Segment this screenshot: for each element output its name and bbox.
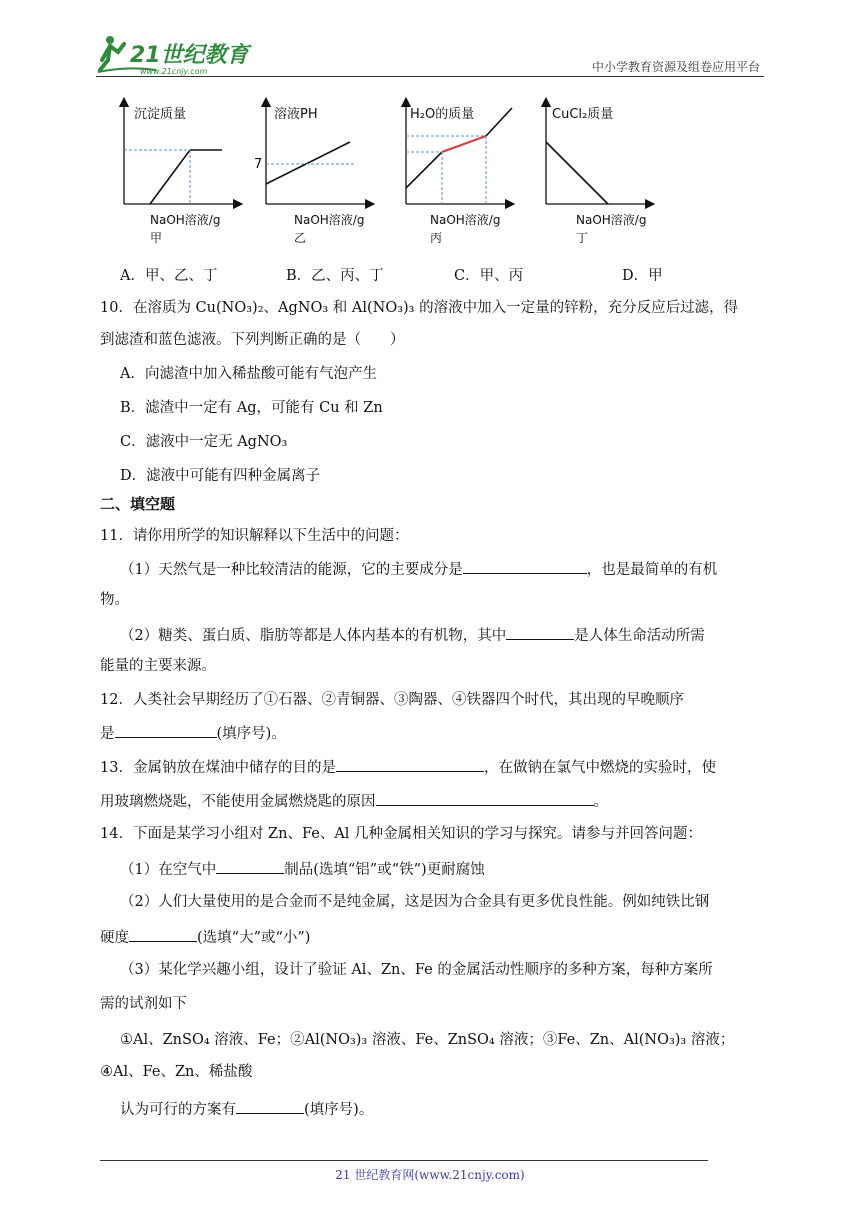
graph-jia-ylabel: 沉淀质量 — [134, 107, 187, 122]
q12-text-a: 是 — [100, 726, 115, 742]
q11-part2 — [120, 624, 705, 646]
q14-part3-cont: 需的试剂如下 — [100, 996, 187, 1012]
q14-part2: （2）人们大量使用的是合金而不是纯金属，这是因为合金具有更多优良性能。例如纯铁比钢 — [120, 894, 710, 910]
q11-p1-text-b: ，也是最简单的有机 — [586, 562, 718, 578]
header-divider — [96, 76, 764, 77]
q14-p1-text-b: 制品(选填“铝”或“铁”)更耐腐蚀 — [284, 862, 485, 878]
graph-bing — [406, 102, 512, 245]
graph-ding-xlabel: NaOH溶液/g — [576, 213, 647, 227]
footer-link[interactable]: 21 世纪教育网(www.21cnjy.com) — [335, 1168, 525, 1182]
q14-p2-text-b: 硬度 — [100, 930, 129, 946]
q10-option-a: A．向滤渣中加入稀盐酸可能有气泡产生 — [120, 366, 377, 382]
q11-p2-cont: 能量的主要来源。 — [100, 658, 216, 674]
graph-ding-ylabel: CuCl₂质量 — [552, 107, 614, 122]
q11-blank-2[interactable] — [506, 624, 574, 640]
q11-p1-text-a: （1）天然气是一种比较清洁的能源，它的主要成分是 — [120, 562, 463, 578]
q12-text-b: (填序号)。 — [216, 726, 286, 742]
q12-stem-1: 12．人类社会早期经历了①石器、②青铜器、③陶器、④铁器四个时代，其出现的早晚顺序 — [100, 692, 684, 708]
graph-jia-xlabel: NaOH溶液/g — [150, 213, 221, 227]
q14-p2-text-c: (选填“大”或“小”) — [197, 930, 311, 946]
q11-blank-1[interactable] — [463, 558, 587, 574]
section-title: 二、填空题 — [100, 495, 176, 513]
q10-option-c: C．滤液中一定无 AgNO₃ — [120, 434, 288, 450]
q13-text-b: ，在做钠在氯气中燃烧的实验时，使 — [483, 760, 716, 776]
q11-p2-text-b: 是人体生命活动所需 — [574, 628, 705, 644]
graph-jia-curve — [150, 150, 222, 204]
graph-bing-xlabel: NaOH溶液/g — [430, 213, 501, 227]
q14-stem: 14．下面是某学习小组对 Zn、Fe、Al 几种金属相关知识的学习与探究。请参与并回答问题： — [100, 826, 703, 842]
q14-schemes-1: ①Al、ZnSO₄ 溶液、Fe；②Al(NO₃)₃ 溶液、Fe、ZnSO₄ 溶液；③Fe、Zn、Al(NO₃)₃ 溶液； — [120, 1032, 735, 1048]
footer-divider — [100, 1160, 708, 1161]
graph-ding-curve — [546, 142, 608, 204]
q13-blank-2[interactable] — [376, 790, 594, 806]
graph-bing-curve-3 — [486, 108, 512, 136]
graph-bing-curve-2 — [442, 136, 486, 152]
q11-p2-text-a: （2）糖类、蛋白质、脂肪等都是人体内基本的有机物，其中 — [120, 628, 507, 644]
q13-text-c: 用玻璃燃烧匙，不能使用金属燃烧匙的原因 — [100, 794, 376, 810]
graphs-figure — [110, 96, 670, 252]
graph-yi-tag: 乙 — [294, 231, 307, 245]
q14-blank-3[interactable] — [236, 1098, 304, 1114]
q14-part1 — [120, 858, 485, 880]
graph-bing-curve-1 — [406, 152, 442, 188]
q14-blank-2[interactable] — [129, 926, 197, 942]
graph-yi-ylabel: 溶液PH — [274, 107, 318, 122]
logo-url: www.21cnjy.com — [140, 67, 208, 76]
q14-part3: （3）某化学兴趣小组，设计了验证 Al、Zn、Fe 的金属活动性顺序的多种方案，每种方案所 — [120, 962, 713, 978]
q14-blank-1[interactable] — [216, 858, 284, 874]
graph-bing-tag: 丙 — [430, 231, 443, 245]
q10-option-d: D．滤液中可能有四种金属离子 — [120, 468, 321, 484]
q14-final-text-a: 认为可行的方案有 — [120, 1102, 236, 1118]
q14-part2-cont — [100, 926, 310, 948]
q13-blank-1[interactable] — [336, 756, 484, 772]
q12-blank[interactable] — [115, 722, 217, 738]
q9-option-c: C．甲、丙 — [454, 268, 524, 284]
q12-stem-2 — [100, 722, 286, 744]
q10-option-b: B．滤渣中一定有 Ag，可能有 Cu 和 Zn — [120, 400, 383, 416]
graph-jia — [124, 102, 238, 245]
q13-stem-2 — [100, 790, 608, 812]
q14-final-text-b: (填序号)。 — [304, 1102, 374, 1118]
q13-stem-1 — [100, 756, 716, 778]
q9-option-a: A．甲、乙、丁 — [120, 268, 218, 284]
graph-ding — [546, 102, 650, 245]
graph-ding-tag: 丁 — [576, 231, 589, 245]
platform-name: 中小学教育资源及组卷应用平台 — [591, 60, 760, 74]
logo-text: 21世纪教育 — [130, 43, 249, 68]
q11-stem: 11．请你用所学的知识解释以下生活中的问题： — [100, 528, 409, 544]
q9-option-d: D．甲 — [622, 268, 663, 284]
q11-p1-cont: 物。 — [100, 592, 129, 608]
q14-schemes-2: ④Al、Fe、Zn、稀盐酸 — [100, 1064, 253, 1080]
graph-bing-ylabel: H₂O的质量 — [410, 107, 475, 122]
q11-part1 — [120, 558, 717, 580]
logo — [96, 30, 256, 78]
graph-yi-xlabel: NaOH溶液/g — [294, 213, 365, 227]
graph-yi-curve — [266, 142, 350, 184]
q10-stem-1: 10．在溶质为 Cu(NO₃)₂、AgNO₃ 和 Al(NO₃)₃ 的溶液中加入一定量的锌粉，充分反应后过滤，得 — [100, 300, 739, 316]
q14-p1-text-a: （1）在空气中 — [120, 862, 217, 878]
q10-stem-2: 到滤渣和蓝色滤液。下列判断正确的是（ ） — [100, 332, 405, 348]
q9-option-b: B．乙、丙、丁 — [286, 268, 384, 284]
q14-final — [120, 1098, 373, 1120]
graph-yi-ytick: 7 — [254, 157, 263, 172]
graph-jia-tag: 甲 — [150, 231, 163, 245]
q13-text-d: 。 — [593, 794, 608, 810]
q13-text-a: 13．金属钠放在煤油中储存的目的是 — [100, 760, 336, 776]
graph-yi — [254, 102, 370, 245]
